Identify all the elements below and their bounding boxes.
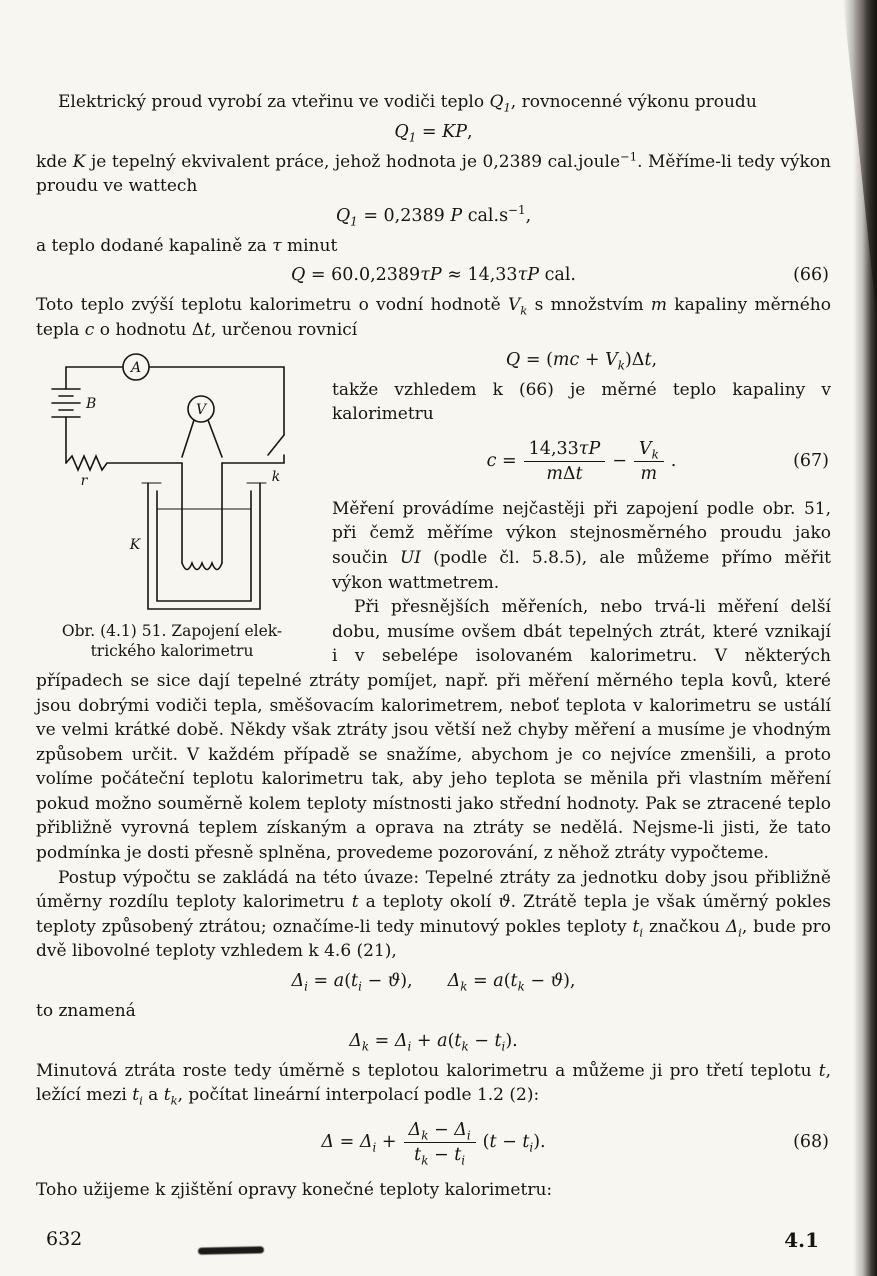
paragraph-linear-interpolation: Minutová ztráta roste tedy úměrně s teplotou kalorimetru a můžeme ji pro třetí teplotu t, ležící mezi $t_i$ a $t_k$, počítat lineární interpolací podle 1.2 (2):	[36, 1060, 831, 1108]
paragraph-that-means: to znamená	[36, 1001, 136, 1022]
fraction	[632, 439, 666, 484]
switch-label: k	[271, 468, 281, 485]
fraction-denominator: mΔt	[546, 463, 583, 484]
fraction-denominator: $t_k - t_i$	[414, 1144, 466, 1168]
fraction-numerator: $\Delta_k - \Delta_i$	[404, 1120, 476, 1143]
ammeter-label: A	[130, 359, 142, 376]
equation-text: $\Delta_i = a(t_i - ϑ)$, $\Delta_k = a(t_k - ϑ)$,	[291, 971, 576, 994]
resistor-label: r	[80, 472, 88, 489]
paragraph-heat-supplied: a teplo dodané kapalině za τ minut	[36, 235, 338, 256]
equation-text: $\Delta_k = \Delta_i + a(t_k - t_i)$.	[349, 1030, 518, 1054]
equation-67	[36, 439, 831, 484]
equation-q-mc	[36, 349, 831, 373]
figure-caption-line1: Obr. (4.1) 51. Zapojení elek-	[61, 621, 283, 640]
operator: −	[612, 450, 627, 471]
figure-calorimeter-circuit	[36, 351, 308, 661]
equation-text: Q = 60.0,2389τP ≈ 14,33τP cal.	[290, 265, 576, 286]
paragraph-heat-losses: Při přesnějších měřeních, nebo trvá-li měření delší dobu, musíme ovšem dbát tepelných ztrát, které vznikají i v sebelépe isolovaném kalorimetru. V některých případech se sice dají tepelné ztráty pomíjet, např. při měření měrného tepla kovů, které jsou dobrými vodiči tepla, směšovacím kalorimetrem, neboť teplota v kalorimetru se ustálí ve velmi krátké době. Někdy však ztráty jsou větší než chyby měření a musíme je vhodným způsobem určit. V každém případě se snažíme, abychom je co nejvíce zmenšili, a proto volíme počáteční teplotu kalorimetru tak, aby jeho teplota se měnila při vlastním měření pokud možno souměrně kolem teploty místnosti jako střední hodnoty. Pak se ztracené teplo přibližně vyrovná teplem získaným a oprava na ztráty se nedělá. Nejsme-li jisti, že tato podmínka je dosti přesně splněna, provedeme pozorování, z něhož ztráty vypočteme.	[36, 597, 831, 864]
paragraph-measurement-method: Měření provádíme nejčastěji při zapojení podle obr. 51, při čemž měříme výkon stejnosměrného proudu jako součin UI (podle čl. 5.8.5), ale můžeme přímo měřit výkon wattmetrem.	[332, 498, 831, 593]
fraction-numerator: 14,33τP	[524, 439, 606, 462]
equation-delta-k	[36, 1030, 831, 1054]
equation-q1-watts	[36, 202, 831, 229]
fraction	[522, 439, 608, 484]
equation-number: (68)	[793, 1132, 829, 1153]
equation-rhs: $(t - t_i)$.	[482, 1131, 546, 1155]
paragraph-thermal-equivalent: kde K je tepelný ekvivalent práce, jehož hodnota je 0,2389 cal.joule$^{-1}$. Měříme-li tedy výkon proudu ve wattech	[36, 148, 831, 197]
paragraph-water-value: Toto teplo zvýší teplotu kalorimetru o vodní hodnotě $V_k$ s množstvím m kapaliny měrného tepla c o hodnotu Δt, určenou rovnicí	[36, 295, 831, 340]
fraction	[402, 1119, 478, 1168]
equation-lhs: $\Delta = \Delta_i$ +	[321, 1131, 397, 1155]
paragraph-intro: Elektrický proud vyrobí za vteřinu ve vodiči teplo $Q_1$, rovnocenné výkonu proudu	[58, 92, 757, 115]
equation-lhs: c =	[486, 450, 517, 471]
battery-label: B	[86, 395, 97, 412]
equation-68	[36, 1119, 831, 1168]
paragraph-conclusion: Toho užijeme k zjištění opravy konečné teploty kalorimetru:	[36, 1179, 553, 1200]
paragraph-calculation-procedure: Postup výpočtu se zakládá na této úvaze: Tepelné ztráty za jednotku doby jsou přibližně úměrny rozdílu teploty kalorimetru t a teploty okolí ϑ. Ztrátě tepla je však úměrný pokles teploty způsobený ztrátou; označíme-li tedy minutový pokles teploty $t_i$ značkou $\Delta_i$, bude pro dvě libovolné teploty vzhledem k 4.6 (21),	[36, 867, 832, 962]
equation-text: $Q_1 = 0,2389$ P $cal.s^{-1}$,	[335, 202, 532, 229]
equation-text: $Q_1$ = KP,	[394, 121, 473, 145]
voltmeter-label: V	[195, 401, 207, 418]
heating-coil-icon	[182, 563, 222, 570]
page-number: 632	[46, 1228, 83, 1250]
equation-tail: .	[670, 450, 677, 471]
calorimeter-vessel-icon	[148, 483, 260, 609]
equation-number: (66)	[793, 265, 829, 286]
fraction-denominator: m	[640, 463, 658, 484]
equation-q1-kp	[36, 121, 831, 145]
equation-text: $Q = (mc + V_k)\Delta t$,	[505, 349, 658, 373]
page-edge-shadow	[853, 0, 877, 1276]
paragraph-specific-heat-intro: takže vzhledem k (66) je měrné teplo kapaliny v kalorimetru	[332, 379, 831, 425]
calorimeter-label: K	[129, 536, 141, 553]
section-number: 4.1	[784, 1228, 819, 1252]
equation-number: (67)	[793, 451, 829, 472]
figure-caption-line2: trického kalorimetru	[90, 641, 254, 660]
equation-66	[36, 265, 831, 285]
equation-delta-pair	[36, 971, 831, 994]
fraction-numerator: $V_k$	[634, 439, 664, 462]
scan-artifact	[198, 1246, 264, 1254]
figure-caption	[36, 621, 308, 661]
